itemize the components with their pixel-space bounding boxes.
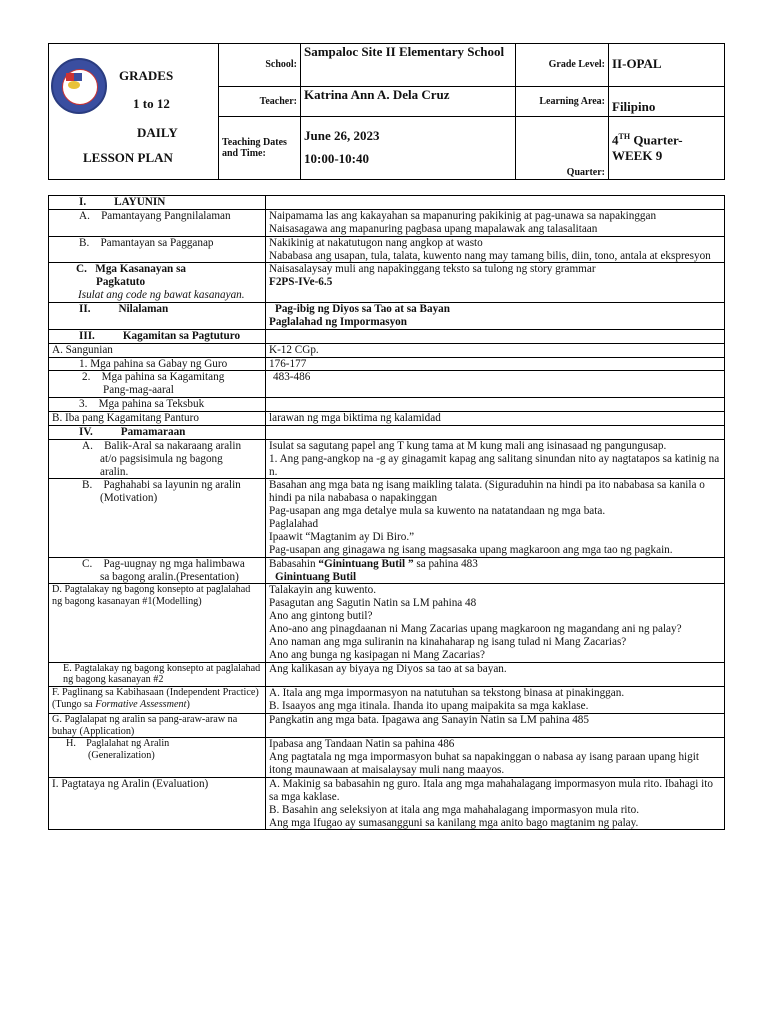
empty-cell xyxy=(266,398,725,412)
content-line: Pag-usapan ang mga detalye mula sa kuwento na natatandaan ng mga bata. xyxy=(269,505,606,518)
section-pamamaraan: IV. Pamamaraan xyxy=(49,425,266,439)
label-text: F. Paglinang sa Kabihasaan (Independent Practice)(Tungo sa xyxy=(52,687,259,710)
content-line: Ano ang gintong butil? xyxy=(269,610,373,623)
label-line: C. Mga Kasanayan sa xyxy=(76,263,187,276)
content-line: Ipaawit “Magtanim ay Di Biro.” xyxy=(269,530,415,543)
row-content: 176-177 xyxy=(266,357,725,371)
section-nilalaman: II. Nilalaman xyxy=(49,303,266,330)
content-line: B. Isaayos ang mga itinala. Ihanda ito upang maipakita sa mga kaklase. xyxy=(269,699,589,712)
label-line: at/o pagsisimula ng bagong xyxy=(100,452,223,465)
label-line: Isulat ang code ng bawat kasanayan. xyxy=(78,289,245,302)
label-line: 2. Mga pahina sa Kagamitang xyxy=(82,371,225,384)
table-row xyxy=(49,687,725,714)
content-line: Ang pagtatala ng mga impormasyon buhat sa napakinggan o nabasa ay isang paraan upang higit itong maunawaan at maisalaysay muli nang maayos. xyxy=(269,751,699,776)
content-line: Ano naman ang mga suliranin na kinahaharap ng isang tulad ni Mang Zacarias? xyxy=(269,635,627,648)
content-line: Ano ang bunga ng kasipagan ni Mang Zacarias? xyxy=(269,648,485,661)
title-daily: DAILY xyxy=(137,125,178,140)
table-row xyxy=(49,662,725,686)
row-content xyxy=(266,439,725,479)
row-label: B. Pamantayan sa Pagganap xyxy=(49,236,266,263)
row-label xyxy=(49,479,266,557)
story-title: “Ginintuang Butil ” xyxy=(318,557,414,570)
label-line: sa bagong aralin.(Presentation) xyxy=(100,570,239,583)
table-row xyxy=(49,713,725,737)
label-line: B. Paghahabi sa layunin ng aralin xyxy=(82,479,241,492)
row-label: 1. Mga pahina sa Gabay ng Guro xyxy=(49,357,266,371)
row-label: A. Sangunian xyxy=(49,343,266,357)
title-range: 1 to 12 xyxy=(133,96,170,111)
table-row xyxy=(49,584,725,662)
row-label: E. Pagtalakay ng bagong konsepto at paglalahad ng bagong kasanayan #2 xyxy=(49,662,266,686)
table-row xyxy=(49,412,725,426)
row-label xyxy=(49,439,266,479)
quarter-text: Quarter- xyxy=(630,132,683,148)
content-line: Nakikinig at nakatutugon nang angkop at wasto xyxy=(269,236,483,249)
row-content xyxy=(266,687,725,714)
row-content xyxy=(266,209,725,236)
table-row xyxy=(49,557,725,584)
table-row xyxy=(49,371,725,398)
quarter-suffix: TH xyxy=(618,132,631,142)
content-line: A. Makinig sa babasahin ng guro. Itala ang mga mahahalagang impormasyon mula rito. Ibahagi ito sa mga kaklase. xyxy=(269,777,713,803)
table-row xyxy=(49,196,725,210)
table-row xyxy=(49,738,725,778)
content-line: Talakayin ang kuwento. xyxy=(269,584,377,597)
quarter-value xyxy=(609,117,725,180)
table-row xyxy=(49,343,725,357)
time-value: 10:00-10:40 xyxy=(304,151,369,167)
row-content: larawan ng mga biktima ng kalamidad xyxy=(266,412,725,426)
quarter-label: Quarter: xyxy=(516,117,609,180)
row-content xyxy=(266,584,725,662)
content-text: Babasahin xyxy=(269,557,319,570)
label-line: (Generalization) xyxy=(88,749,155,761)
row-content xyxy=(266,557,725,584)
table-row xyxy=(49,303,725,330)
content-line: A. Itala ang mga impormasyon na natutuhan sa tekstong binasa at pinakinggan. xyxy=(269,687,625,700)
school-value: Sampaloc Site II Elementary School xyxy=(301,44,516,87)
label-line: A. Balik-Aral sa nakaraang aralin xyxy=(82,439,242,452)
content-line: Paglalahad ng Impormasyon xyxy=(269,315,408,328)
content-line: Isulat sa sagutang papel ang T kung tama at M kung mali ang isinasaad ng pangungusap. xyxy=(269,439,667,452)
content-line: Basahan ang mga bata ng isang maikling talata. (Siguraduhin na hindi pa ito nababasa sa kanila o hindi pa nila nababasa o napakinggan xyxy=(269,479,705,505)
row-content xyxy=(266,738,725,778)
label-text: ) xyxy=(186,698,190,710)
label-line: H. Paglalahat ng Aralin xyxy=(66,738,170,750)
title-lesson-plan: LESSON PLAN xyxy=(83,150,173,165)
title-grades: GRADES xyxy=(119,68,174,83)
row-content xyxy=(266,303,725,330)
row-label xyxy=(49,557,266,584)
row-label: D. Pagtalakay ng bagong konsepto at paglalahad ng bagong kasanayan #1(Modelling) xyxy=(49,584,266,662)
row-content: 483-486 xyxy=(266,371,725,398)
label-line: C. Pag-uugnay ng mga halimbawa xyxy=(82,557,245,570)
title-block xyxy=(49,44,219,180)
quarter-week: WEEK 9 xyxy=(612,147,663,163)
content-line: 1. Ang pang-angkop na -g ay ginagamit kapag ang salitang sinundan nito ay nagtatapos sa katinig na n. xyxy=(269,452,720,478)
row-content xyxy=(266,479,725,557)
row-label: 3. Mga pahina sa Teksbuk xyxy=(49,398,266,412)
grade-level-label: Grade Level: xyxy=(516,44,609,87)
quarter-number: 4 xyxy=(612,132,619,148)
label-line: aralin. xyxy=(100,465,129,478)
table-row xyxy=(49,479,725,557)
content-line: B. Basahin ang seleksiyon at itala ang mga mahahalagang impormasyon mula rito. xyxy=(269,803,640,816)
row-label xyxy=(49,263,266,303)
deped-seal-icon xyxy=(51,48,107,114)
grade-level-value: II-OPAL xyxy=(609,44,725,87)
row-label: A. Pamantayang Pangnilalaman xyxy=(49,209,266,236)
content-line: Nababasa ang usapan, tula, talata, kuwento nang may tamang bilis, diin, tono, antala at ekspresyon xyxy=(269,249,711,262)
table-row xyxy=(49,209,725,236)
teacher-value: Katrina Ann A. Dela Cruz xyxy=(301,86,516,116)
table-row xyxy=(49,425,725,439)
school-label: School: xyxy=(219,44,301,87)
row-label xyxy=(49,687,266,714)
date-time-value xyxy=(301,117,516,180)
content-line: Pag-usapan ang ginagawa ng isang magsasaka upang magkaroon ang mga tao ng pagkain. xyxy=(269,543,673,556)
content-text: sa pahina 483 xyxy=(413,557,478,570)
label-line: Pagkatuto xyxy=(96,276,146,289)
section-layunin: I. LAYUNIN xyxy=(49,196,266,210)
competency-code: F2PS-IVe-6.5 xyxy=(269,276,333,289)
label-text: Formative Assessment xyxy=(95,698,187,710)
table-row xyxy=(49,236,725,263)
row-label: I. Pagtataya ng Aralin (Evaluation) xyxy=(49,777,266,830)
lesson-plan-table xyxy=(48,195,725,830)
empty-cell xyxy=(266,425,725,439)
dates-label: Teaching Dates and Time: xyxy=(219,117,301,180)
table-row xyxy=(49,357,725,371)
empty-cell xyxy=(266,329,725,343)
teacher-label: Teacher: xyxy=(219,86,301,116)
row-label xyxy=(49,738,266,778)
date-value: June 26, 2023 xyxy=(304,128,380,144)
row-label xyxy=(49,371,266,398)
label-line: (Motivation) xyxy=(100,492,158,505)
content-line: Naipamama las ang kakayahan sa mapanuring pakikinig at pag-unawa sa napakinggan xyxy=(269,209,657,222)
learning-area-label: Learning Area: xyxy=(516,86,609,116)
table-row xyxy=(49,398,725,412)
row-content xyxy=(266,236,725,263)
content-line: Pag-ibig ng Diyos sa Tao at sa Bayan xyxy=(275,303,450,315)
table-row xyxy=(49,777,725,830)
row-content: Pangkatin ang mga bata. Ipagawa ang Sanayin Natin sa LM pahina 485 xyxy=(266,713,725,737)
content-line: Ipabasa ang Tandaan Natin sa pahina 486 xyxy=(269,738,455,751)
table-row xyxy=(49,329,725,343)
table-row xyxy=(49,263,725,303)
row-label: G. Paglalapat ng aralin sa pang-araw-araw na buhay (Application) xyxy=(49,713,266,737)
content-line: Ang mga Ifugao ay sumasangguni sa kanilang mga anito bago magtanim ng palay. xyxy=(269,816,639,829)
table-row xyxy=(49,439,725,479)
content-line: Pasagutan ang Sagutin Natin sa LM pahina 48 xyxy=(269,597,477,610)
story-title: Ginintuang Butil xyxy=(275,570,357,583)
empty-cell xyxy=(266,196,725,210)
content-line: Naisasagawa ang mapanuring pagbasa upang mapalawak ang talasalitaan xyxy=(269,222,598,235)
row-content xyxy=(266,777,725,830)
content-line: Ano-ano ang pinagdaanan ni Mang Zacarias upang magkaroon ng magandang ani ng palay? xyxy=(269,623,682,635)
label-line: Pang-mag-aaral xyxy=(103,384,174,397)
row-content xyxy=(266,263,725,303)
row-label: B. Iba pang Kagamitang Panturo xyxy=(49,412,266,426)
header-table xyxy=(48,43,725,180)
section-kagamitan: III. Kagamitan sa Pagtuturo xyxy=(49,329,266,343)
row-content: K-12 CGp. xyxy=(266,343,725,357)
row-content: Ang kalikasan ay biyaya ng Diyos sa tao at sa bayan. xyxy=(266,662,725,686)
content-line: Naisasalaysay muli ang napakinggang teksto sa tulong ng story grammar xyxy=(269,263,596,276)
learning-area-value: Filipino xyxy=(609,86,725,116)
content-line: Paglalahad xyxy=(269,518,319,530)
